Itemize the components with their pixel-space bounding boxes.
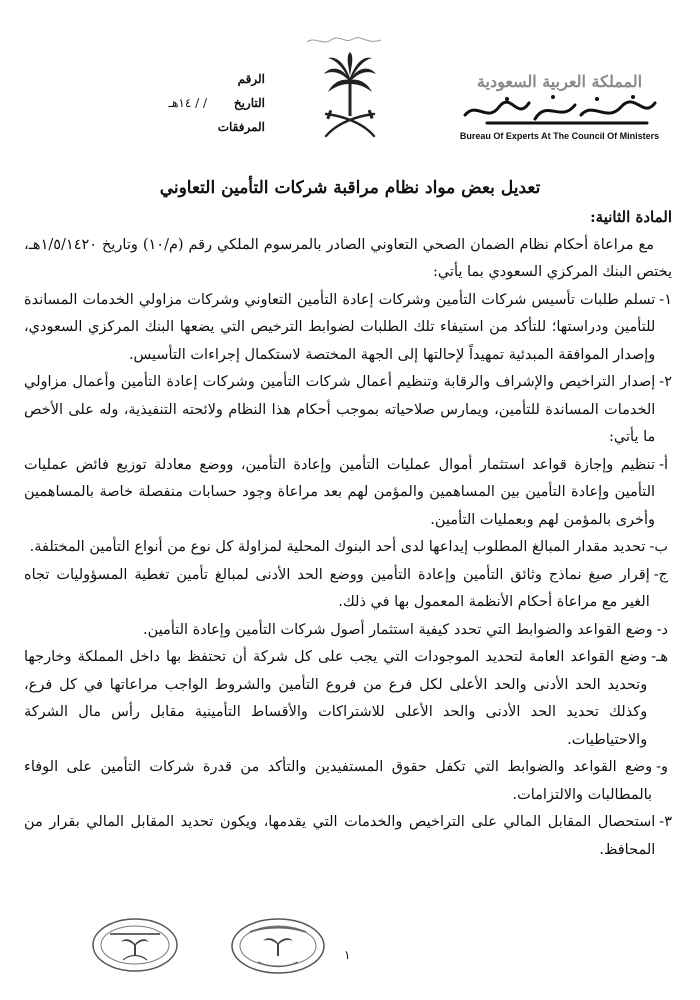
- item-text: استحصال المقابل المالي على التراخيص والخدمات التي يقدمها، ويكون تحديد المقابل المالي بقرار من المحافظ.: [24, 814, 656, 858]
- organization-letterhead: [452, 72, 667, 141]
- sub-item: [24, 644, 668, 754]
- attachments-row: [90, 120, 265, 144]
- sub-item-text: وضع القواعد والضوابط التي تحدد كيفية استثمار أصول شركات التأمين وإعادة التأمين.: [143, 621, 653, 638]
- list-item: [24, 809, 672, 864]
- page-number: ١: [344, 948, 351, 962]
- sub-item-text: وضع القواعد العامة لتحديد الموجودات التي يجب على كل شركة أن تحتفظ بها داخل المملكة وخارجها وتحديد الحد الأدنى والحد الأعلى لكل فرع من فروع التأمين والشروط الواجب مراعاتها في كل فرع، وكذلك تحديد الحد الأدنى والحد الأعلى للاشتراكات والأقساط التأمينية مقابل رأس مال الشركة والاحتياطيات.: [24, 649, 648, 748]
- official-seal-stamp: [90, 916, 180, 974]
- sub-item-text: تنظيم وإجازة قواعد استثمار أموال عمليات التأمين وإعادة التأمين، ووضع معادلة توزيع فائض عمليات التأمين وإعادة التأمين بين المساهمين والمؤمن لهم بعد مراعاة وجود حسابات منفصلة خاصة بالمساهمين وأخرى بالمؤمن لهم وبعمليات التأمين.: [24, 456, 656, 528]
- date-row: [90, 96, 265, 120]
- org-name-english: Bureau Of Experts At The Council Of Ministers: [459, 131, 660, 141]
- item-number: ٣-: [659, 814, 672, 830]
- top-scribble-mark: [305, 34, 385, 48]
- number-row: [90, 72, 265, 96]
- bureau-calligraphy-logo: [457, 93, 662, 129]
- list-item: [24, 369, 672, 452]
- intro-paragraph: مع مراعاة أحكام نظام الضمان الصحي التعاوني الصادر بالمرسوم الملكي رقم (م/١٠) وتاريخ ١/٥/١٤٢٠هـ، يختص البنك المركزي السعودي بما يأتي:: [24, 236, 672, 280]
- sub-item-letter: د-: [656, 621, 668, 638]
- document-body: [24, 204, 672, 864]
- item-number: ٢-: [659, 374, 672, 390]
- item-number: ١-: [659, 291, 672, 308]
- attachments-label: المرفقات: [217, 120, 265, 134]
- sub-item-letter: هـ-: [651, 649, 668, 665]
- palm-swords-emblem-icon: [322, 52, 378, 142]
- sub-item: [24, 617, 668, 645]
- date-value: / / ١٤هـ: [168, 96, 207, 110]
- item-text: إصدار التراخيص والإشراف والرقابة وتنظيم أعمال شركات التأمين وشركات إعادة التأمين وأعمال مزاولي الخدمات المساندة للتأمين، ويمارس صلاحياته بموجب أحكام هذا النظام ولائحته التنفيذية، وله على الأخص ما يأتي:: [24, 374, 656, 445]
- reference-fields: [90, 72, 265, 144]
- sub-item: [24, 452, 668, 535]
- article-heading: المادة الثانية:: [590, 208, 672, 226]
- item-text: تسلم طلبات تأسيس شركات التأمين وشركات إعادة التأمين التعاوني وشركات مزاولي الخدمات المساندة للتأمين ودراستها؛ للتأكد من استيفاء تلك الطلبات لضوابط الترخيص التي يضعها البنك المركزي السعودي، وإصدار الموافقة المبدئية تمهيداً لإحالتها إلى الجهة المختصة لاستكمال إجراءات التأسيس.: [24, 291, 656, 363]
- sub-item: [24, 754, 668, 809]
- sub-item-text: وضع القواعد والضوابط التي تكفل حقوق المستفيدين والتأكد من قدرة شركات التأمين على الوفاء بالمطالبات والالتزامات.: [24, 759, 653, 803]
- sub-item: [24, 534, 668, 562]
- number-label: الرقم: [237, 72, 265, 86]
- document-title: تعديل بعض مواد نظام مراقبة شركات التأمين التعاوني: [159, 178, 541, 198]
- list-item: [24, 287, 672, 370]
- sub-item-text: تحديد مقدار المبالغ المطلوب إيداعها لدى أحد البنوك المحلية لمزاولة كل نوع من أنواع التأمين المختلفة.: [29, 539, 646, 555]
- official-seal-stamp: [228, 916, 328, 976]
- org-name-arabic: المملكة العربية السعودية: [476, 72, 643, 91]
- sub-item-letter: و-: [656, 759, 668, 775]
- sub-item: [24, 562, 668, 617]
- sub-item-letter: أ-: [659, 456, 668, 473]
- sub-item-letter: ج-: [653, 566, 668, 583]
- date-label: التاريخ: [233, 96, 265, 110]
- sub-item-letter: ب-: [649, 539, 668, 555]
- sub-item-text: إقرار صيغ نماذج وثائق التأمين وإعادة التأمين ووضع الحد الأدنى لمبالغ تأمين تغطية المسؤوليات تجاه الغير مع مراعاة أحكام الأنظمة المعمول بها في ذلك.: [24, 566, 650, 610]
